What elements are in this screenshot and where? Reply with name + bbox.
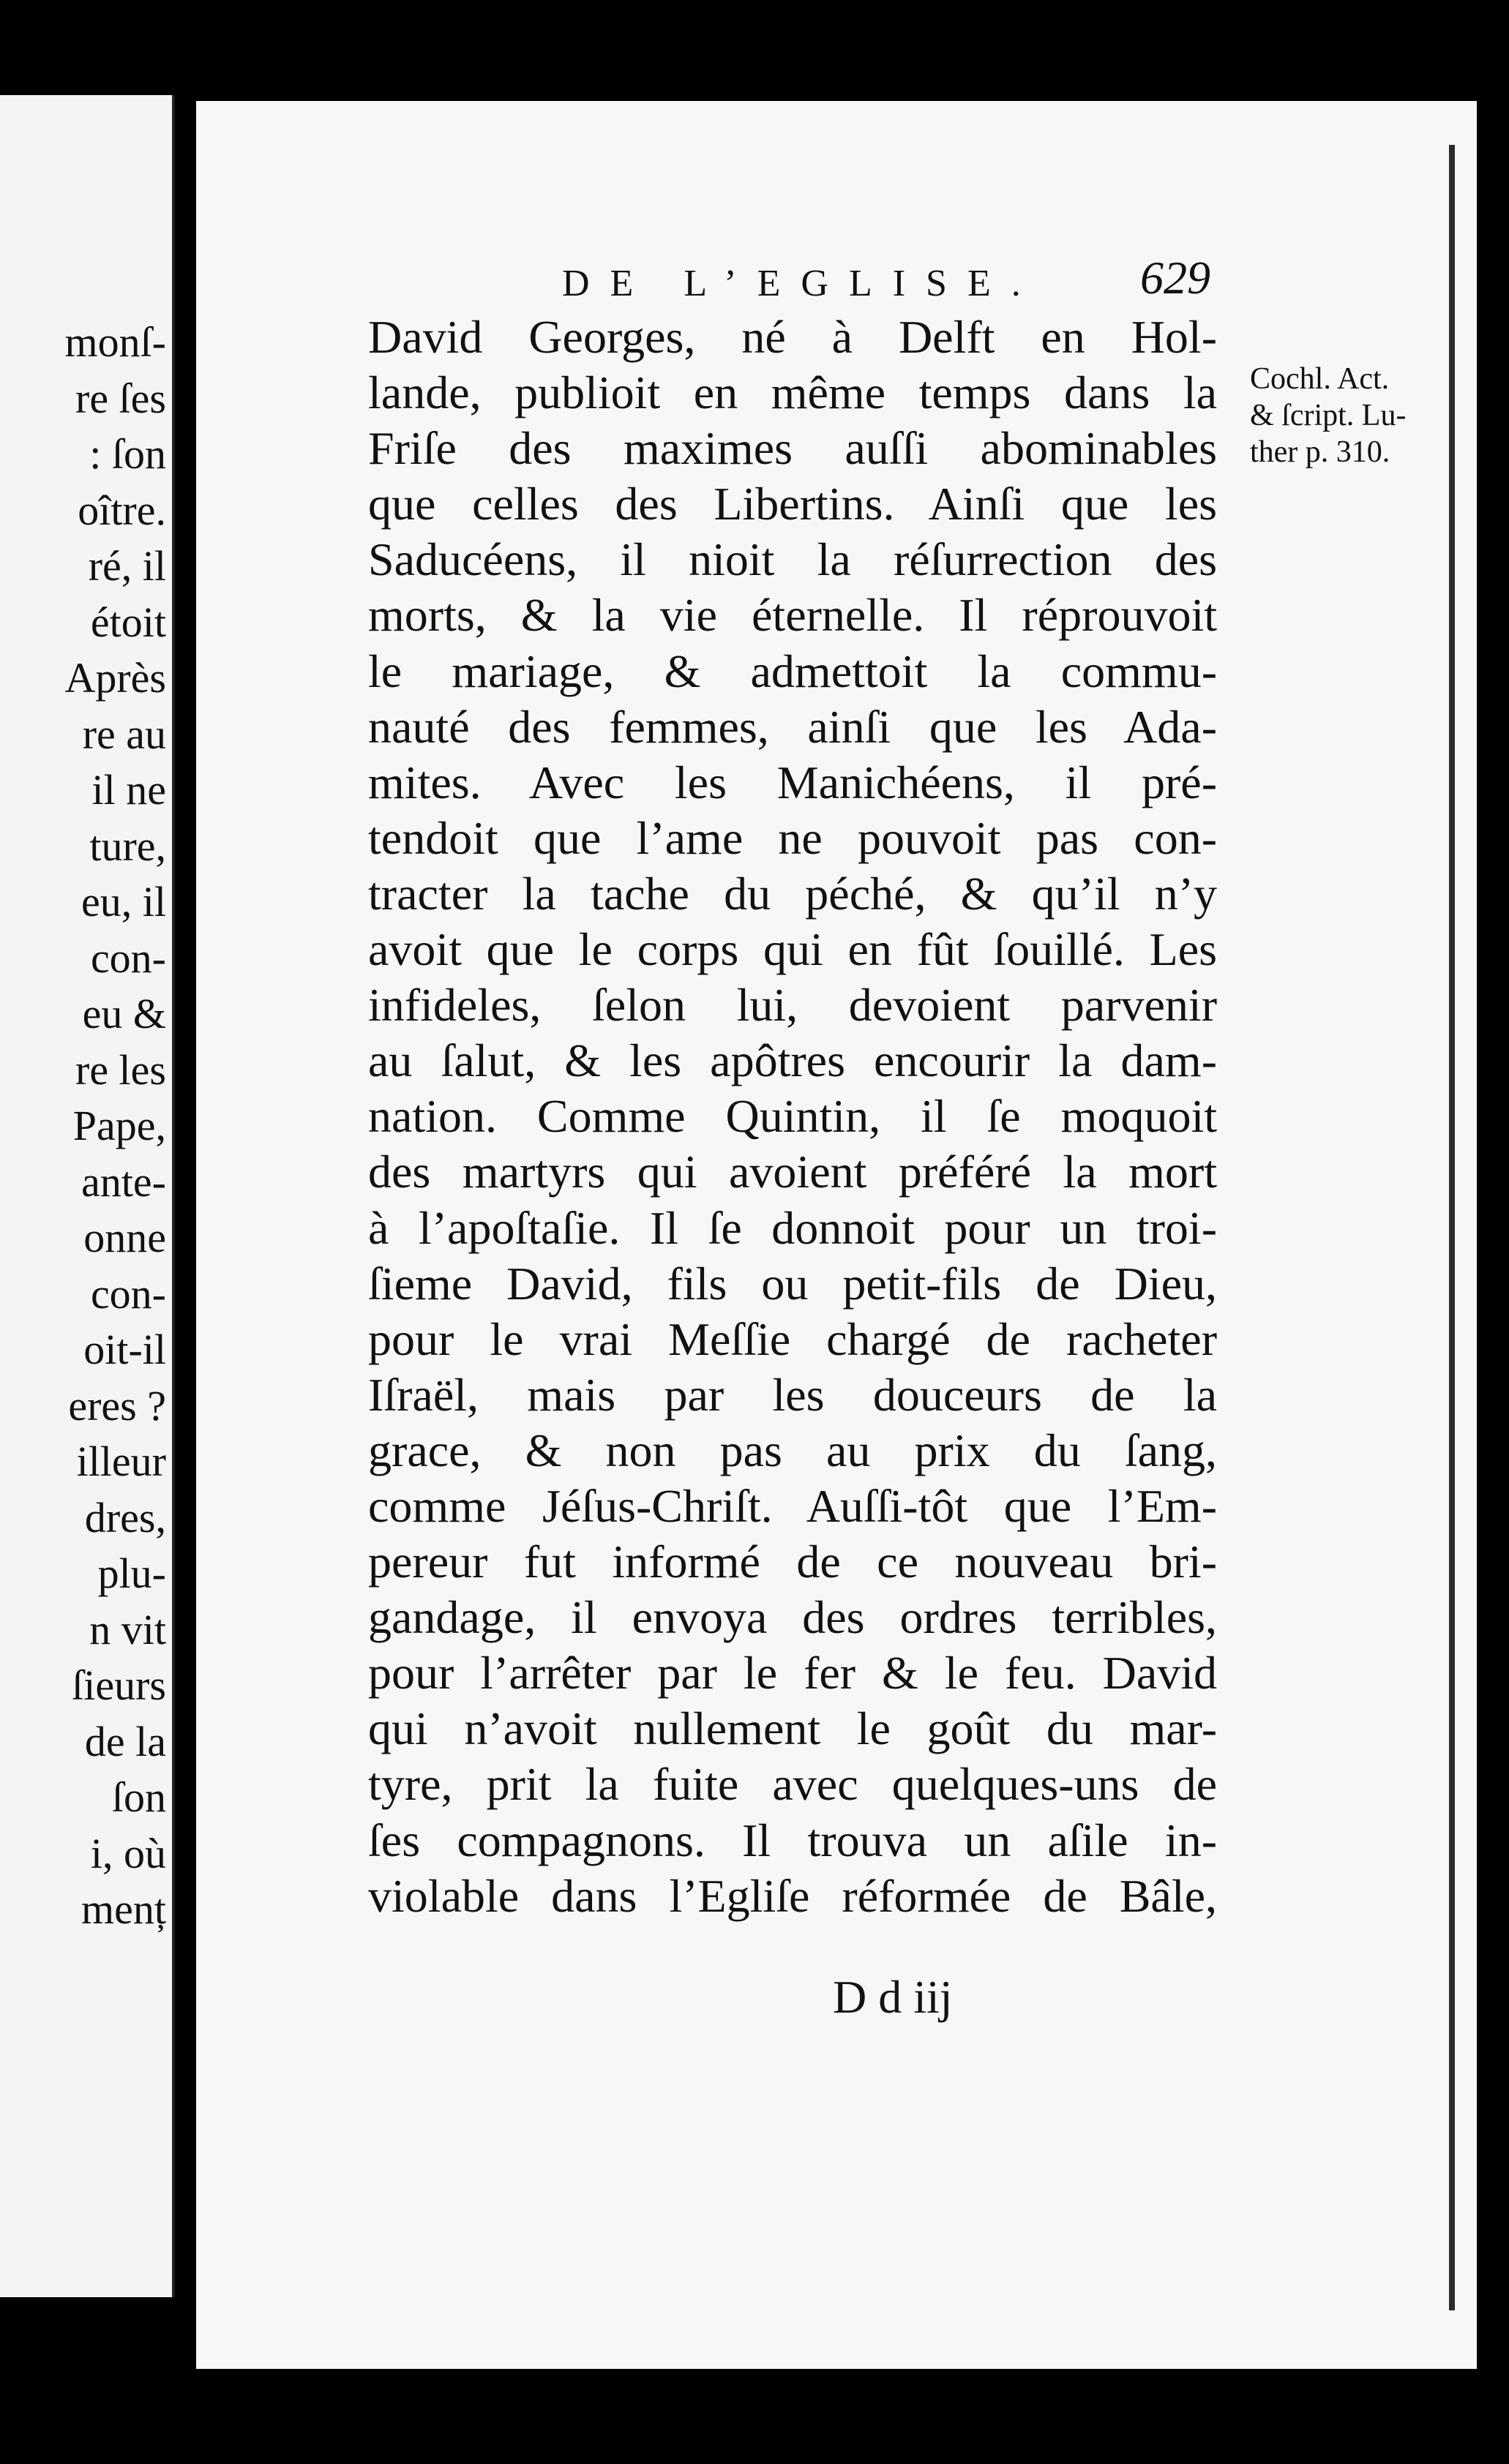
body-line: comme Jéſus-Chriſt. Auſſi-tôt que l’Em-	[368, 1479, 1217, 1532]
left-page-line: onne	[83, 1214, 166, 1261]
body-line: à l’apoſtaſie. Il ſe donnoit pour un troi-	[368, 1201, 1217, 1254]
margin-note	[1250, 361, 1455, 470]
left-page-line: ſon	[111, 1773, 166, 1821]
body-line: Saducéens, il nioit la réſurrection des	[368, 533, 1217, 586]
body-line: tendoit que l’ame ne pouvoit pas con-	[368, 811, 1217, 864]
running-head: DE L’EGLISE.	[562, 263, 1041, 304]
body-line: gandage, il envoya des ordres terribles,	[368, 1591, 1217, 1644]
left-page-line: n vit	[89, 1605, 166, 1653]
body-line: que celles des Libertins. Ainſi que les	[368, 478, 1217, 530]
page-number: 629	[1140, 252, 1210, 304]
left-page-line: con-	[90, 934, 166, 982]
left-page-text	[64, 315, 166, 1938]
body-line: Iſraël, mais par les douceurs de la	[368, 1368, 1217, 1421]
left-page-line: illeur	[76, 1438, 166, 1485]
left-page-line: : ſon	[89, 430, 166, 478]
body-line: le mariage, & admettoit la commu-	[368, 645, 1217, 697]
body-text	[368, 309, 1217, 1924]
right-page	[196, 101, 1477, 2369]
body-line: tyre, prit la fuite avec quelques-uns de	[368, 1758, 1217, 1811]
body-line: avoit que le corps qui en fût ſouillé. Les	[368, 923, 1217, 976]
margin-note-line: & ſcript. Lu-	[1250, 399, 1407, 432]
left-page-line: Après	[64, 654, 166, 702]
body-line: grace, & non pas au prix du ſang,	[368, 1424, 1217, 1476]
left-page-line: eu &	[82, 990, 166, 1037]
left-page-line: Pape,	[72, 1102, 166, 1149]
left-page-line: ſieurs	[72, 1661, 166, 1709]
body-line: morts, & la vie éternelle. Il réprouvoit	[368, 589, 1217, 642]
body-line: ſes compagnons. Il trouva un aſile in-	[368, 1814, 1217, 1866]
left-page-line: eres ?	[68, 1381, 166, 1430]
body-line: pereur fut informé de ce nouveau bri-	[368, 1536, 1217, 1588]
body-line: pour l’arrêter par le fer & le feu. David	[368, 1647, 1217, 1699]
left-page-line: ante-	[81, 1157, 166, 1206]
body-line: au ſalut, & les apôtres encourir la dam-	[368, 1034, 1217, 1087]
left-page-line: menț	[81, 1885, 166, 1933]
margin-note-line: ther p. 310.	[1250, 435, 1390, 469]
body-line: lande, publioit en même temps dans la	[368, 367, 1217, 419]
left-page-line: dres,	[84, 1493, 166, 1541]
body-line: violable dans l’Egliſe réformée de Bâle,	[368, 1869, 1217, 1922]
left-page-line: monſ-	[64, 318, 166, 366]
left-page-line: re ſes	[75, 374, 166, 422]
left-page-line: eu, il	[81, 878, 166, 925]
left-page-line: i, où	[90, 1829, 166, 1877]
left-page-line: il ne	[91, 766, 166, 814]
left-page-line: plu-	[97, 1550, 166, 1597]
body-line: nation. Comme Quintin, il ſe moquoit	[368, 1090, 1217, 1143]
body-line: tracter la tache du péché, & qu’il n’y	[368, 867, 1217, 920]
body-line: qui n’avoit nullement le goût du mar-	[368, 1702, 1217, 1755]
left-page-line: oître.	[78, 486, 166, 534]
signature-mark: D d iij	[833, 1971, 953, 2023]
left-page-line: con-	[90, 1269, 166, 1318]
body-line: mites. Avec les Manichéens, il pré-	[368, 756, 1217, 808]
body-line: des martyrs qui avoient préféré la mort	[368, 1146, 1217, 1198]
body-line: nauté des femmes, ainſi que les Ada-	[368, 700, 1217, 753]
left-page-line: re les	[75, 1045, 166, 1094]
left-page-line: de la	[84, 1717, 166, 1765]
left-page-line: ture,	[89, 822, 166, 870]
left-page-line: re au	[82, 710, 166, 758]
body-line: pour le vrai Meſſie chargé de racheter	[368, 1312, 1217, 1365]
body-line: infideles, ſelon lui, devoient parvenir	[368, 979, 1217, 1032]
left-page-line: étoit	[90, 598, 166, 646]
margin-note-line: Cochl. Act.	[1250, 362, 1390, 396]
left-page-line: ré, il	[88, 542, 166, 590]
left-page-line: oit-il	[83, 1326, 166, 1373]
body-line: David Georges, né à Delft en Hol-	[368, 311, 1217, 363]
body-line: Friſe des maximes auſſi abominables	[368, 422, 1217, 475]
body-line: ſieme David, fils ou petit-fils de Dieu,	[368, 1257, 1217, 1310]
left-page	[0, 95, 175, 2297]
